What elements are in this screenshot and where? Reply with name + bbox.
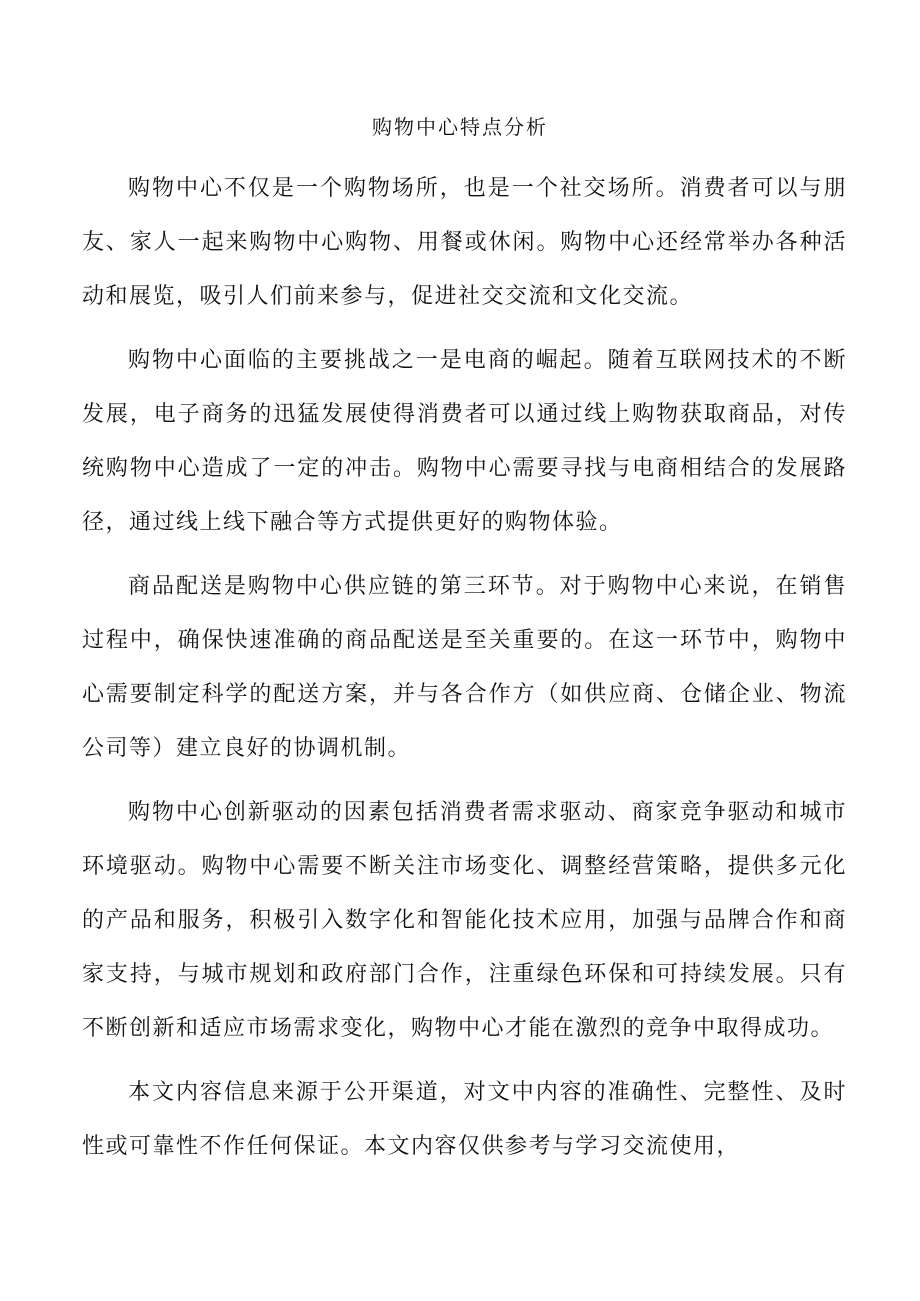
paragraph-delivery: 商品配送是购物中心供应链的第三环节。对于购物中心来说，在销售过程中，确保快速准确的商品配送是至关重要的。在这一环节中，购物中心需要制定科学的配送方案，并与各合作方（如供应商、仓储企业、物流公司等）建立良好的协调机制。 xyxy=(82,574,847,761)
document-title: 购物中心特点分析 xyxy=(372,115,548,139)
paragraph-innovation-drivers: 购物中心创新驱动的因素包括消费者需求驱动、商家竞争驱动和城市环境驱动。购物中心需要不断关注市场变化、调整经营策略，提供多元化的产品和服务，积极引入数字化和智能化技术应用，加强与品牌合作和商家支持，与城市规划和政府部门合作，注重绿色环保和可持续发展。只有不断创新和适应市场需求变化，购物中心才能在激烈的竞争中取得成功。 xyxy=(82,800,847,1041)
paragraph-social-venue: 购物中心不仅是一个购物场所，也是一个社交场所。消费者可以与朋友、家人一起来购物中心购物、用餐或休闲。购物中心还经常举办各种活动和展览，吸引人们前来参与，促进社交交流和文化交流。 xyxy=(82,176,847,309)
paragraph-ecommerce-challenge: 购物中心面临的主要挑战之一是电商的崛起。随着互联网技术的不断发展，电子商务的迅猛发展使得消费者可以通过线上购物获取商品，对传统购物中心造成了一定的冲击。购物中心需要寻找与电商相结合的发展路径，通过线上线下融合等方式提供更好的购物体验。 xyxy=(82,348,847,535)
paragraph-disclaimer: 本文内容信息来源于公开渠道，对文中内容的准确性、完整性、及时性或可靠性不作任何保证。本文内容仅供参考与学习交流使用， xyxy=(82,1080,847,1159)
